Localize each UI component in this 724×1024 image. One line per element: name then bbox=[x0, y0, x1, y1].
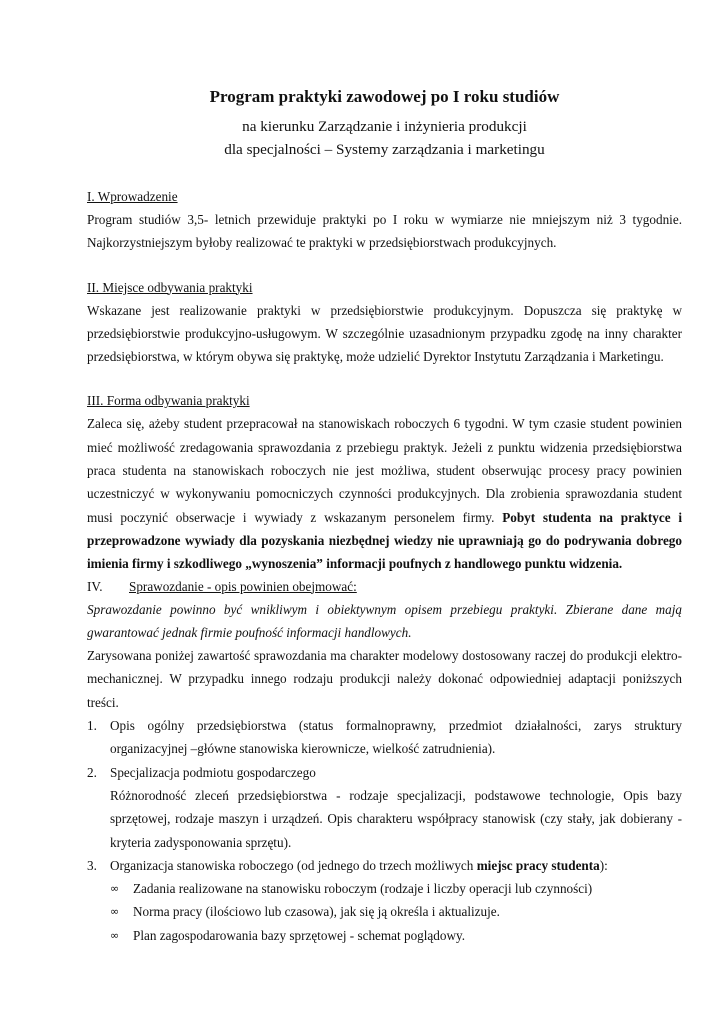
section-1-heading: I. Wprowadzenie bbox=[87, 189, 178, 204]
infinity-bullet-icon: ∞ bbox=[110, 905, 120, 919]
section-4-intro: Zarysowana poniżej zawartość sprawozdania ma charakter modelowy dostosowany raczej do produkcji elektro-mechanicznej. W przypadku innego rodzaju produkcji należy dokonać odpowiedniej adaptacji poniższych treści. bbox=[87, 648, 682, 710]
infinity-bullet-icon: ∞ bbox=[110, 882, 120, 896]
section-3-bold-text: Pobyt studenta na praktyce i przeprowadzone wywiady dla pozyskania niezbędnej wiedzy nie uprawniają go do podrywania dobrego imienia firmy i szkodliwego „wynoszenia” informacji poufnych z handlowego punktu widzenia. bbox=[87, 509, 683, 572]
workstation-bullets bbox=[110, 877, 682, 947]
bullet-item: ∞ Plan zagospodarowania bazy sprzętowej - schemat poglądowy. bbox=[110, 924, 682, 947]
document-subtitle-specialty: dla specjalności – Systemy zarządzania i marketingu bbox=[224, 141, 545, 158]
list-item: 3. Organizacja stanowiska roboczego (od jednego do trzech możliwych miejsc pracy studenta): ∞ Zadania realizowane na stanowisku roboczym (rodzaje i liczby operacji lub czynności) ∞ Norma pracy (ilościowo lub czasowa), jak się ją określa i aktualizuje. ∞ Plan zagospodarowania bazy sprzętowej - schemat poglądowy. bbox=[87, 854, 682, 947]
bullet-item: ∞ Zadania realizowane na stanowisku roboczym (rodzaje i liczby operacji lub czynności) bbox=[110, 877, 682, 900]
section-4-title: Sprawozdanie - opis powinien obejmować: bbox=[129, 578, 357, 594]
document-page bbox=[87, 86, 682, 947]
infinity-bullet-icon: ∞ bbox=[110, 928, 120, 942]
report-contents-list bbox=[87, 714, 682, 947]
list-item: 2. Specjalizacja podmiotu gospodarczego Różnorodność zleceń przedsiębiorstwa - rodzaje specjalizacji, podstawowe technologie, Opis bazy sprzętowej, rodzaje maszyn i urządzeń. Opis charakteru współpracy stanowisk (czy stały, jak dobierany - kryteria zadysponowania sprzętu). bbox=[87, 761, 682, 854]
list-item: 1. Opis ogólny przedsiębiorstwa (status formalnoprawny, przedmiot działalności, zarys struktury organizacyjnej –główne stanowiska kierownicze, wielkość zatrudnienia). bbox=[87, 718, 682, 757]
section-3-text bbox=[87, 412, 682, 575]
list-item-detail: Różnorodność zleceń przedsiębiorstwa - rodzaje specjalizacji, podstawowe technologie, Opis bazy sprzętowej, rodzaje maszyn i urządzeń. Opis charakteru współpracy stanowisk (czy stały, jak dobierany - kryteria zadysponowania sprzętu). bbox=[110, 787, 682, 850]
section-4-heading bbox=[87, 576, 682, 598]
document-subtitle-field: na kierunku Zarządzanie i inżynieria produkcji bbox=[242, 118, 527, 135]
section-2-text: Wskazane jest realizowanie praktyki w przedsiębiorstwie produkcyjnym. Dopuszcza się praktykę w przedsiębiorstwie produkcyjno-usługowym. W szczególnie uzasadnionym przypadku zgodę na inny charakter przedsiębiorstwa, w którym obywa się praktykę, może udzielić Dyrektor Instytutu Zarządzania i Marketingu. bbox=[87, 302, 682, 365]
section-4-number: IV. bbox=[87, 578, 103, 594]
section-4-italic-note: Sprawozdanie powinno być wnikliwym i obiektywnym opisem przebiegu praktyki. Zbierane dane mają gwarantować jednak firmie poufność informacji handlowych. bbox=[87, 601, 682, 640]
document-title: Program praktyki zawodowej po I roku studiów bbox=[209, 87, 560, 106]
section-2-heading: II. Miejsce odbywania praktyki bbox=[87, 279, 253, 295]
section-3-heading: III. Forma odbywania praktyki bbox=[87, 393, 250, 409]
section-3-regular-text: Zaleca się, ażeby student przepracował na stanowiskach roboczych 6 tygodni. W tym czasie student powinien mieć możliwość zredagowania sprawozdania z przebiegu praktyk. Jeżeli z punktu widzenia przedsiębiorstwa praca studenta na stanowiskach roboczych nie jest możliwa, student obserwując procesy pracy powinien uczestniczyć w wykonywaniu pomocniczych czynności produkcyjnych. Dla zrobienia sprawozdania student musi poczynić obserwacje i wywiady z wskazanym personelem firmy. bbox=[87, 416, 682, 525]
section-1-line-2: Najkorzystniejszym byłoby realizować te praktyki w przedsiębiorstwach produkcyjnych. bbox=[87, 235, 557, 251]
section-1-line-1: Program studiów 3,5- letnich przewiduje praktyki po I roku w wymiarze nie mniejszym niż 3 tygodnie. bbox=[87, 212, 682, 227]
bullet-item: ∞ Norma pracy (ilościowo lub czasowa), jak się ją określa i aktualizuje. bbox=[110, 900, 682, 923]
